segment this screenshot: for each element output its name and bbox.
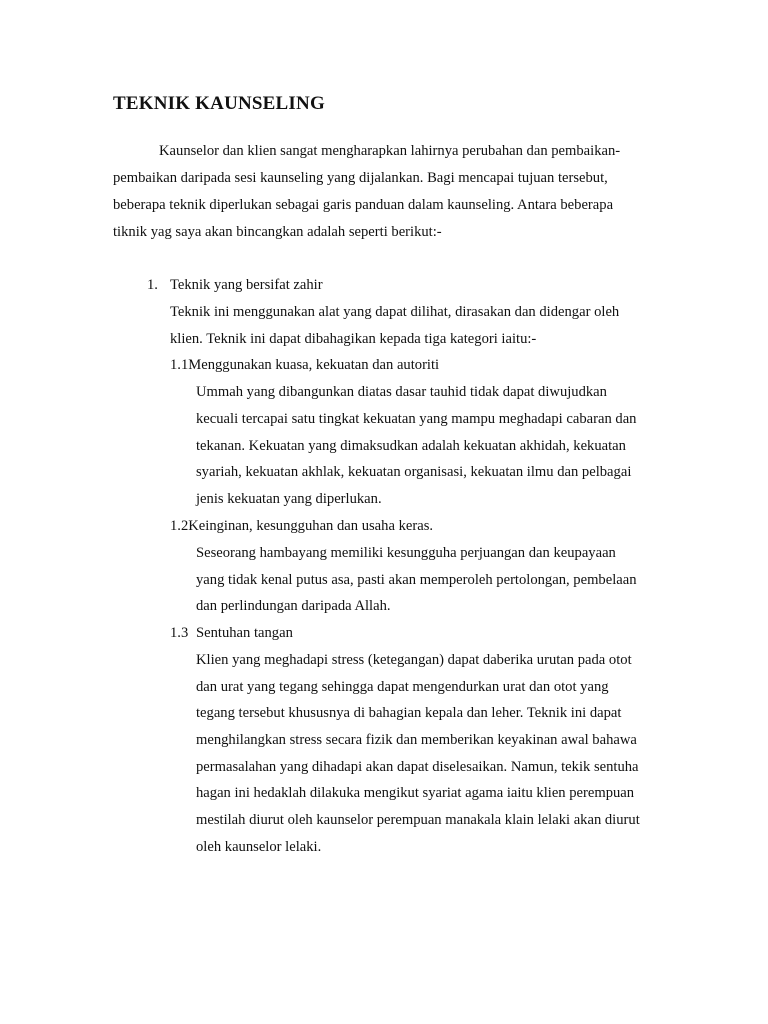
subsection-text: Seseorang hambayang memiliki kesungguha perjuangan dan keupayaan xyxy=(196,545,616,561)
list-item-text: klien. Teknik ini dapat dibahagikan kepada tiga kategori iaitu:- xyxy=(170,331,537,347)
intro-line: tiknik yag saya akan bincangkan adalah seperti berikut:- xyxy=(113,224,442,240)
list-item-text: Teknik ini menggunakan alat yang dapat dilihat, dirasakan dan didengar oleh xyxy=(170,304,620,320)
subsection-text: kecuali tercapai satu tingkat kekuatan yang mampu meghadapi cabaran dan xyxy=(196,411,637,427)
subsection-text: menghilangkan stress secara fizik dan memberikan keyakinan awal bahawa xyxy=(196,732,637,748)
subsection-text: yang tidak kenal putus asa, pasti akan memperoleh pertolongan, pembelaan xyxy=(196,572,637,588)
subsection-text: mestilah diurut oleh kaunselor perempuan manakala klain lelaki akan diurut xyxy=(196,812,640,828)
intro-line: Kaunselor dan klien sangat mengharapkan lahirnya perubahan dan pembaikan- xyxy=(159,143,621,159)
subsection-text: hagan ini hedaklah dilakuka mengikut syariat agama iaitu klien perempuan xyxy=(196,785,635,801)
subsection-text: syariah, kekuatan akhlak, kekuatan organisasi, kekuatan ilmu dan pelbagai xyxy=(196,464,632,480)
subsection-text: oleh kaunselor lelaki. xyxy=(196,839,322,855)
subsection-text: permasalahan yang dihadapi akan dapat diselesaikan. Namun, tekik sentuha xyxy=(196,759,639,775)
subsection-text: tegang tersebut khususnya di bahagian kepala dan leher. Teknik ini dapat xyxy=(196,705,622,721)
subsection-heading: Sentuhan tangan xyxy=(196,625,293,641)
list-item-heading: Teknik yang bersifat zahir xyxy=(170,277,323,293)
subsection-heading: 1.2Keinginan, kesungguhan dan usaha keras. xyxy=(170,518,434,534)
intro-line: pembaikan daripada sesi kaunseling yang dijalankan. Bagi mencapai tujuan tersebut, xyxy=(113,170,608,186)
subsection-text: dan perlindungan daripada Allah. xyxy=(196,598,391,614)
subsection-heading: 1.1Menggunakan kuasa, kekuatan dan autoriti xyxy=(170,357,440,373)
subsection-text: dan urat yang tegang sehingga dapat mengendurkan urat dan otot yang xyxy=(196,679,609,695)
subsection-text: Ummah yang dibangunkan diatas dasar tauhid tidak dapat diwujudkan xyxy=(196,384,607,400)
document-title: TEKNIK KAUNSELING xyxy=(113,93,325,114)
subsection-number: 1.3 xyxy=(170,625,189,641)
list-number: 1. xyxy=(147,277,158,293)
subsection-text: tekanan. Kekuatan yang dimaksudkan adalah kekuatan akhidah, kekuatan xyxy=(196,438,626,454)
subsection-text: Klien yang meghadapi stress (ketegangan) dapat daberika urutan pada otot xyxy=(196,652,632,668)
subsection-text: jenis kekuatan yang diperlukan. xyxy=(196,491,382,507)
intro-line: beberapa teknik diperlukan sebagai garis panduan dalam kaunseling. Antara beberapa xyxy=(113,197,614,213)
